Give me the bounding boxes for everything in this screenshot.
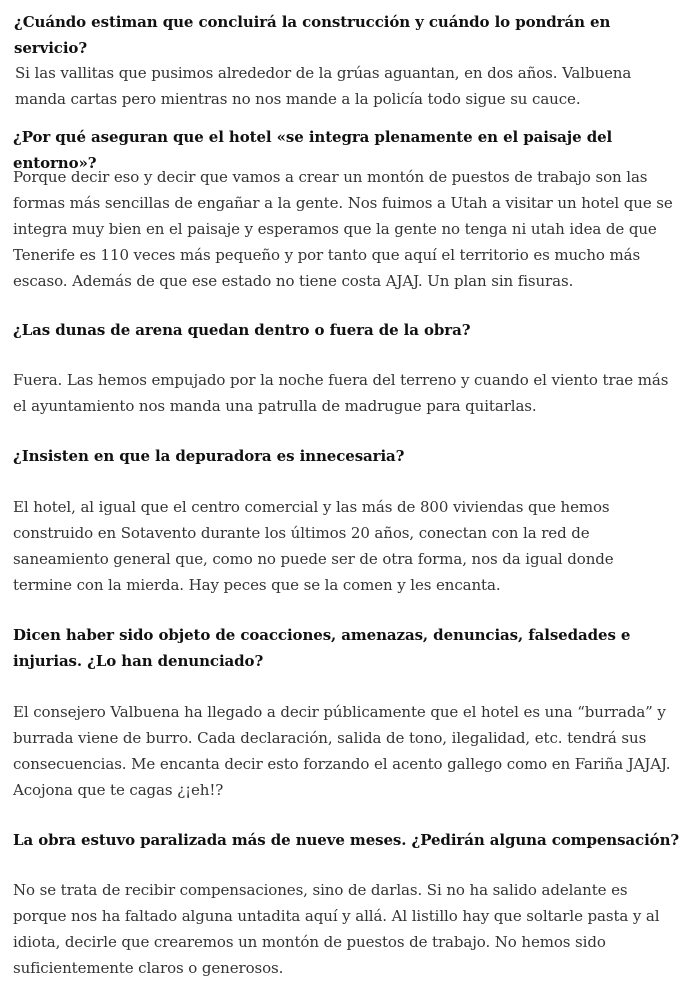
- answer-compensation: No se trata de recibir compensaciones, sino de darlas. Si no ha salido adelante es porque nos ha faltado alguna untadita aquí y allá. Al listillo hay que soltarle pasta y al idiota, decirle que crearemos un montón de puestos de trabajo. No hemos sido suficientemente claros o generosos.: [13, 881, 660, 977]
- question-treatment-plant: ¿Insisten en que la depuradora es innecesaria?: [13, 447, 405, 465]
- question-compensation: La obra estuvo paralizada más de nueve meses. ¿Pedirán alguna compensación?: [13, 831, 680, 849]
- answer-coercion: El consejero Valbuena ha llegado a decir públicamente que el hotel es una “burrada” y burrada viene de burro. Cada declaración, salida de tono, ilegalidad, etc. tendrá sus consecuencias. Me encanta decir esto forzando el acento gallego como en Fariña JAJAJ. Acojona que te cagas ¿¡eh!?: [13, 703, 671, 799]
- answer-sand-dunes: Fuera. Las hemos empujado por la noche fuera del terreno y cuando el viento trae más el ayuntamiento nos manda una patrulla de madrugue para quitarlas.: [13, 371, 669, 415]
- answer-treatment-plant: El hotel, al igual que el centro comercial y las más de 800 viviendas que hemos construido en Sotavento durante los últimos 20 años, conectan con la red de saneamiento general que, como no puede ser de otra forma, nos da igual donde termine con la mierda. Hay peces que se la comen y les encanta.: [13, 498, 614, 594]
- question-completion-date: ¿Cuándo estiman que concluirá la construcción y cuándo lo pondrán en servicio?: [14, 13, 611, 57]
- question-landscape-integration: ¿Por qué aseguran que el hotel «se integra plenamente en el paisaje del entorno»?: [13, 128, 613, 172]
- answer-landscape-integration: Porque decir eso y decir que vamos a crear un montón de puestos de trabajo son las formas más sencillas de engañar a la gente. Nos fuimos a Utah a visitar un hotel que se integra muy bien en el paisaje y esperamos que la gente no tenga ni utah idea de que Tenerife es 110 veces más pequeño y por tanto que aquí el territorio es mucho más escaso. Además de que ese estado no tiene costa AJAJ. Un plan sin fisuras.: [13, 168, 673, 290]
- answer-completion-date: Si las vallitas que pusimos alrededor de la grúas aguantan, en dos años. Valbuena manda cartas pero mientras no nos mande a la policía todo sigue su cauce.: [15, 64, 632, 108]
- question-sand-dunes: ¿Las dunas de arena quedan dentro o fuera de la obra?: [13, 321, 471, 339]
- question-coercion: Dicen haber sido objeto de coacciones, amenazas, denuncias, falsedades e injurias. ¿Lo han denunciado?: [13, 626, 631, 670]
